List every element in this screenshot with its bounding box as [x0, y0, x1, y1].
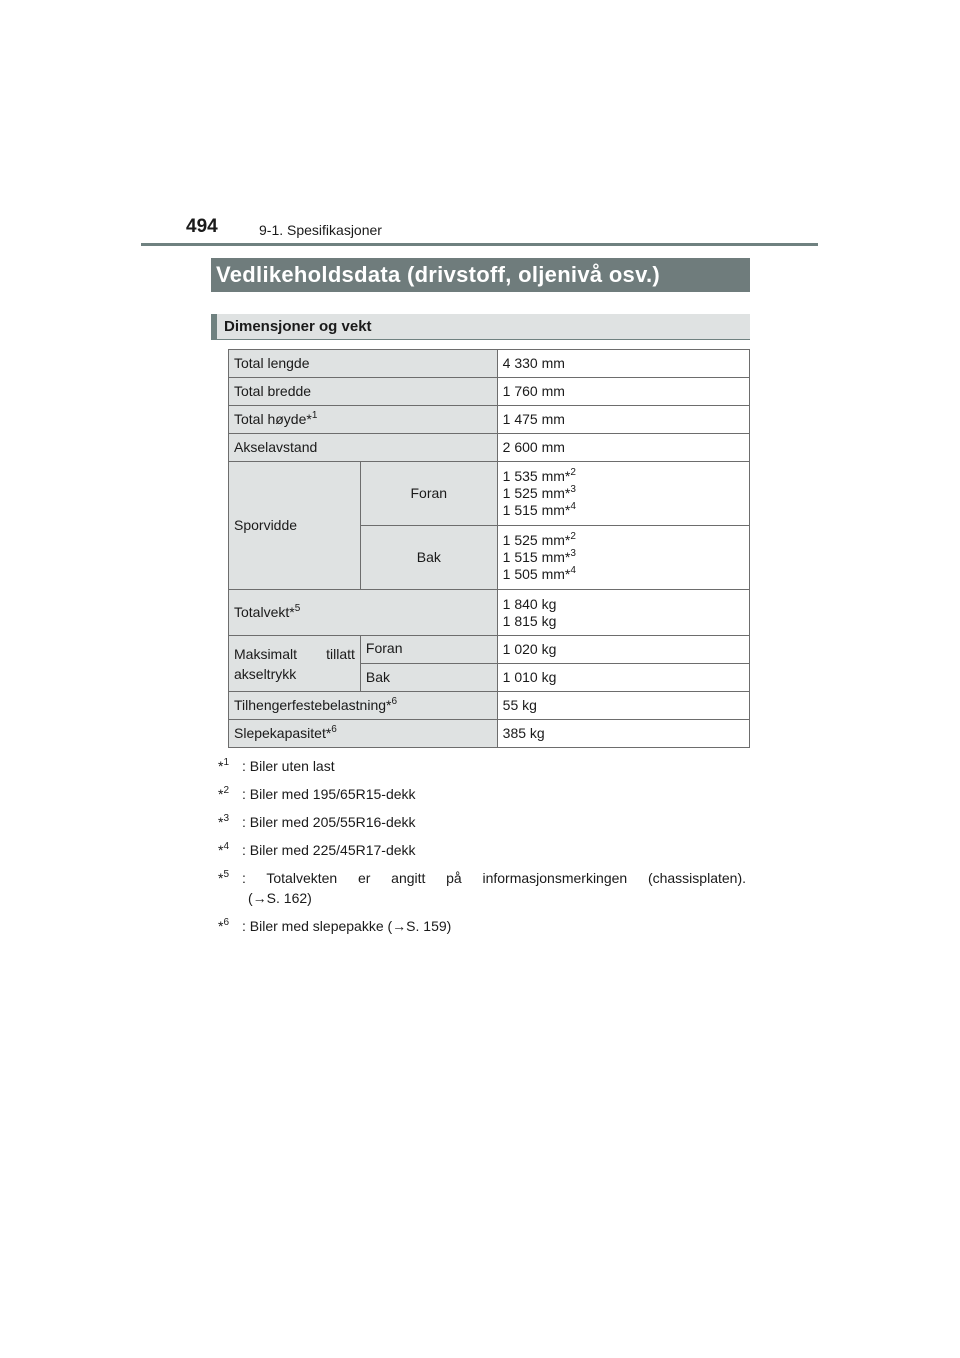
- table-row: [229, 350, 750, 378]
- table-row: [229, 406, 750, 434]
- footnote: *$^2$ : Biler med 195/65R15-dekk: [218, 785, 416, 802]
- footnote: *$^1$ : Biler uten last: [218, 757, 335, 774]
- cell-label: Total bredde: [229, 378, 498, 406]
- cell-label: Total høyde*$^1$: [229, 406, 498, 434]
- footnote: *$^4$ : Biler med 225/45R17-dekk: [218, 841, 416, 858]
- cell-value: 55 kg: [497, 692, 749, 720]
- cell-value: 385 kg: [497, 720, 749, 748]
- table-row: [229, 434, 750, 462]
- subheading: [211, 314, 750, 340]
- table-row: [229, 590, 750, 636]
- cell-value: 1 535 mm*$^2$ 1 525 mm*$^3$ 1 515 mm*$^4$: [497, 462, 749, 526]
- cell-value: 1 840 kg 1 815 kg: [497, 590, 749, 636]
- subheading-marker: [211, 314, 217, 340]
- cell-value: 4 330 mm: [497, 350, 749, 378]
- cell-value: 1 760 mm: [497, 378, 749, 406]
- table-row: [229, 692, 750, 720]
- spec-table: [228, 349, 750, 748]
- table-row: [229, 636, 750, 664]
- cell-value: 2 600 mm: [497, 434, 749, 462]
- cell-label: Sporvidde: [229, 462, 361, 590]
- cell-value: 1 010 kg: [497, 664, 749, 692]
- cell-sublabel: Bak: [360, 664, 497, 692]
- footnote: *$^6$ : Biler med slepepakke (→S. 159): [218, 917, 452, 934]
- cell-value: 1 020 kg: [497, 636, 749, 664]
- table-row: [229, 378, 750, 406]
- cell-label: Total lengde: [229, 350, 498, 378]
- cell-label: Maksimalt tillatt akseltrykk: [229, 636, 361, 692]
- cell-sublabel: Bak: [360, 526, 497, 590]
- header-rule: [141, 243, 818, 246]
- table-row: [229, 462, 750, 526]
- footnote: *$^3$ : Biler med 205/55R16-dekk: [218, 813, 416, 830]
- cell-label: Akselavstand: [229, 434, 498, 462]
- cell-label: Totalvekt*$^5$: [229, 590, 498, 636]
- section-reference: 9-1. Spesifikasjoner: [259, 222, 382, 238]
- page-number: 494: [186, 216, 218, 237]
- cell-sublabel: Foran: [360, 462, 497, 526]
- table-row: [229, 720, 750, 748]
- cell-label: Slepekapasitet*$^6$: [229, 720, 498, 748]
- cell-value: 1 475 mm: [497, 406, 749, 434]
- footnotes: [218, 756, 746, 944]
- cell-value: 1 525 mm*$^2$ 1 515 mm*$^3$ 1 505 mm*$^4$: [497, 526, 749, 590]
- page-title: Vedlikeholdsdata (drivstoff, oljenivå osv.): [211, 258, 750, 292]
- cell-sublabel: Foran: [360, 636, 497, 664]
- cell-label: Tilhengerfestebelastning*$^6$: [229, 692, 498, 720]
- subheading-text: Dimensjoner og vekt: [224, 318, 372, 335]
- footnote: *$^5$ : Totalvekten er angitt på informasjonsmerkingen (chassisplaten). (→S. 162): [218, 869, 746, 906]
